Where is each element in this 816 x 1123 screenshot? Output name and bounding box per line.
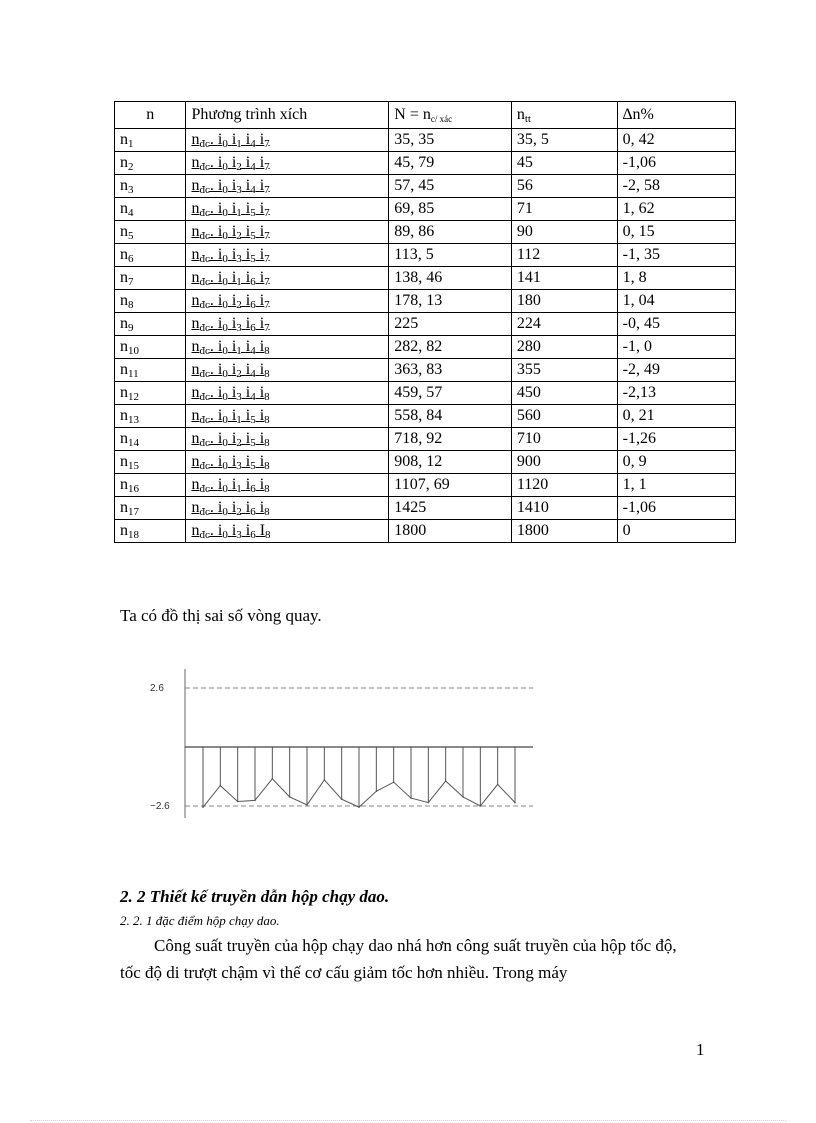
cell-n: $n_{15}$ <box>115 451 186 474</box>
cell-N: 1800 <box>389 520 512 543</box>
cell-ntt: 450 <box>511 382 617 405</box>
cell-N: 113, 5 <box>389 244 512 267</box>
cell-N: 89, 86 <box>389 221 512 244</box>
header-delta-n: ∆n% <box>617 102 735 129</box>
cell-N: 282, 82 <box>389 336 512 359</box>
cell-n: $n_6$ <box>115 244 186 267</box>
cell-N: 1107, 69 <box>389 474 512 497</box>
error-data-point <box>341 798 343 800</box>
error-data-point <box>306 804 308 806</box>
cell-ntt: 280 <box>511 336 617 359</box>
error-data-point <box>410 797 412 799</box>
cell-n: $n_{11}$ <box>115 359 186 382</box>
error-data-point <box>480 805 482 807</box>
cell-N: 1425 <box>389 497 512 520</box>
cell-N: 459, 57 <box>389 382 512 405</box>
cell-ntt: 900 <box>511 451 617 474</box>
cell-delta-n: -1, 35 <box>617 244 735 267</box>
cell-n: $n_8$ <box>115 290 186 313</box>
cell-equation: $n_{đc}$. $i_0$ $i_3$ $i_4$ $i_8$ <box>186 382 389 405</box>
error-data-point <box>393 781 395 783</box>
cell-delta-n: -1, 0 <box>617 336 735 359</box>
cell-delta-n: -2, 58 <box>617 175 735 198</box>
header-equation: Phương trình xích <box>186 102 389 129</box>
error-data-point <box>376 790 378 792</box>
error-data-point <box>462 796 464 798</box>
error-data-point <box>445 780 447 782</box>
page-bottom-rule <box>30 1120 786 1121</box>
cell-N: 57, 45 <box>389 175 512 198</box>
cell-equation: $n_{đc}$. $i_0$ $i_3$ $i_5$ $i_8$ <box>186 451 389 474</box>
error-data-point <box>428 802 430 804</box>
cell-equation: $n_{đc}$. $i_0$ $i_2$ $i_6$ $i_8$ <box>186 497 389 520</box>
cell-n: $n_{12}$ <box>115 382 186 405</box>
cell-n: $n_{10}$ <box>115 336 186 359</box>
cell-equation: $n_{đc}$. $i_0$ $i_2$ $i_4$ $i_8$ <box>186 359 389 382</box>
cell-delta-n: 0, 21 <box>617 405 735 428</box>
cell-n: $n_{14}$ <box>115 428 186 451</box>
header-ntt: $n_{tt}$ <box>511 102 617 129</box>
cell-n: $n_1$ <box>115 129 186 152</box>
cell-equation: $n_{đc}$. $i_0$ $i_2$ $i_4$ $i_7$ <box>186 152 389 175</box>
y-tick-label-lower: −2.6 <box>150 801 170 812</box>
header-n: n <box>115 102 186 129</box>
cell-n: $n_{17}$ <box>115 497 186 520</box>
cell-delta-n: -1,06 <box>617 152 735 175</box>
cell-N: 558, 84 <box>389 405 512 428</box>
cell-ntt: 112 <box>511 244 617 267</box>
cell-equation: $n_{đc}$. $i_0$ $i_3$ $i_6$ $I_8$ <box>186 520 389 543</box>
subsection-heading: 2. 2. 1 đặc điểm hộp chạy dao. <box>120 913 280 928</box>
cell-delta-n: -2, 49 <box>617 359 735 382</box>
cell-ntt: 180 <box>511 290 617 313</box>
cell-ntt: 710 <box>511 428 617 451</box>
cell-equation: $n_{đc}$. $i_0$ $i_2$ $i_6$ $i_7$ <box>186 290 389 313</box>
cell-delta-n: 1, 8 <box>617 267 735 290</box>
cell-ntt: 1120 <box>511 474 617 497</box>
cell-N: 908, 12 <box>389 451 512 474</box>
cell-N: 363, 83 <box>389 359 512 382</box>
header-N: $N = n_{c/ xác}$ <box>389 102 512 129</box>
cell-delta-n: -2,13 <box>617 382 735 405</box>
cell-n: $n_{16}$ <box>115 474 186 497</box>
error-data-point <box>497 784 499 786</box>
cell-ntt: 90 <box>511 221 617 244</box>
cell-equation: $n_{đc}$. $i_0$ $i_2$ $i_5$ $i_7$ <box>186 221 389 244</box>
cell-N: 45, 79 <box>389 152 512 175</box>
cell-delta-n: -1,26 <box>617 428 735 451</box>
y-tick-label-upper: 2.6 <box>150 683 164 694</box>
error-data-point <box>324 779 326 781</box>
cell-n: $n_3$ <box>115 175 186 198</box>
error-data-point <box>358 806 360 808</box>
cell-ntt: 56 <box>511 175 617 198</box>
cell-delta-n: 1, 04 <box>617 290 735 313</box>
cell-N: 718, 92 <box>389 428 512 451</box>
cell-equation: $n_{đc}$. $i_0$ $i_1$ $i_6$ $i_7$ <box>186 267 389 290</box>
cell-delta-n: 1, 62 <box>617 198 735 221</box>
error-data-point <box>237 801 239 803</box>
cell-equation: $n_{đc}$. $i_0$ $i_1$ $i_5$ $i_7$ <box>186 198 389 221</box>
cell-ntt: 224 <box>511 313 617 336</box>
cell-equation: $n_{đc}$. $i_0$ $i_3$ $i_4$ $i_7$ <box>186 175 389 198</box>
cell-N: 138, 46 <box>389 267 512 290</box>
cell-n: $n_{13}$ <box>115 405 186 428</box>
error-data-point <box>289 796 291 798</box>
cell-delta-n: 0 <box>617 520 735 543</box>
cell-ntt: 355 <box>511 359 617 382</box>
cell-n: $n_2$ <box>115 152 186 175</box>
cell-N: 225 <box>389 313 512 336</box>
section-heading: 2. 2 Thiết kế truyền dẫn hộp chạy dao. <box>120 887 390 906</box>
body-paragraph: Công suất truyền của hộp chạy dao nhá hơn công suất truyền của hộp tốc độ, tốc độ di trượt chậm vì thế cơ cấu giảm tốc hơn nhiều. Trong máy <box>120 936 677 982</box>
cell-equation: $n_{đc}$. $i_0$ $i_1$ $i_4$ $i_7$ <box>186 129 389 152</box>
cell-N: 69, 85 <box>389 198 512 221</box>
error-data-point <box>220 785 222 787</box>
cell-n: $n_{18}$ <box>115 520 186 543</box>
cell-delta-n: -0, 45 <box>617 313 735 336</box>
error-data-point <box>272 778 274 780</box>
cell-delta-n: 1, 1 <box>617 474 735 497</box>
cell-delta-n: 0, 9 <box>617 451 735 474</box>
error-data-point <box>514 802 516 804</box>
cell-N: 35, 35 <box>389 129 512 152</box>
cell-equation: $n_{đc}$. $i_0$ $i_3$ $i_6$ $i_7$ <box>186 313 389 336</box>
cell-equation: $n_{đc}$. $i_0$ $i_1$ $i_6$ $i_8$ <box>186 474 389 497</box>
cell-N: 178, 13 <box>389 290 512 313</box>
cell-equation: $n_{đc}$. $i_0$ $i_2$ $i_5$ $i_8$ <box>186 428 389 451</box>
cell-ntt: 560 <box>511 405 617 428</box>
cell-n: $n_4$ <box>115 198 186 221</box>
cell-ntt: 71 <box>511 198 617 221</box>
error-data-point <box>254 800 256 802</box>
cell-delta-n: 0, 15 <box>617 221 735 244</box>
cell-delta-n: 0, 42 <box>617 129 735 152</box>
cell-delta-n: -1,06 <box>617 497 735 520</box>
cell-n: $n_7$ <box>115 267 186 290</box>
cell-ntt: 141 <box>511 267 617 290</box>
error-data-point <box>202 806 204 808</box>
cell-n: $n_5$ <box>115 221 186 244</box>
chart-intro-text: Ta có đồ thị sai số vòng quay. <box>120 606 322 625</box>
cell-equation: $n_{đc}$. $i_0$ $i_1$ $i_4$ $i_8$ <box>186 336 389 359</box>
cell-ntt: 45 <box>511 152 617 175</box>
cell-equation: $n_{đc}$. $i_0$ $i_1$ $i_5$ $i_8$ <box>186 405 389 428</box>
cell-ntt: 1410 <box>511 497 617 520</box>
cell-ntt: 35, 5 <box>511 129 617 152</box>
page-number: 1 <box>696 1040 705 1059</box>
cell-ntt: 1800 <box>511 520 617 543</box>
cell-n: $n_9$ <box>115 313 186 336</box>
cell-equation: $n_{đc}$. $i_0$ $i_3$ $i_5$ $i_7$ <box>186 244 389 267</box>
